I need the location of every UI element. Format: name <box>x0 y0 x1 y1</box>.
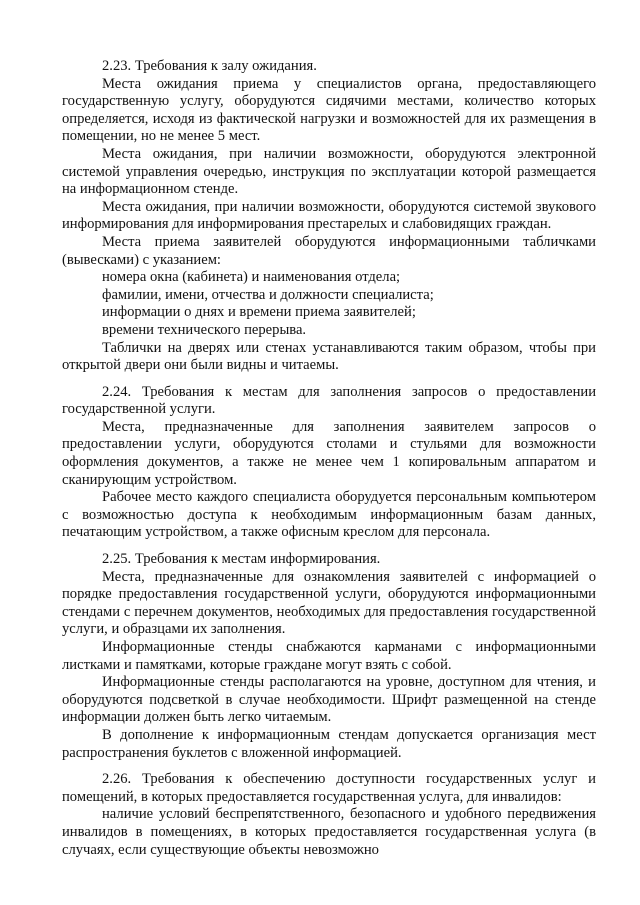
section-heading-2-25: 2.25. Требования к местам информирования. <box>102 551 381 568</box>
paragraph: Места ожидания приема у специалистов органа, предоставляющего государственную услугу, оборудуются сидячими местами, количество которых определяется, исходя из фактической нагрузки и возможностей для их размещения в помещении, но не менее 5 мест. <box>62 75 596 145</box>
paragraph: Места ожидания, при наличии возможности, оборудуются системой звукового информирования для информирования престарелых и слабовидящих граждан. <box>62 198 596 233</box>
paragraph: Информационные стенды располагаются на уровне, доступном для чтения, и оборудуются подсветкой в случае необходимости. Шрифт размещенной на стенде информации должен быть легко читаемым. <box>62 674 596 726</box>
section-heading-2-23: 2.23. Требования к залу ожидания. <box>102 58 317 74</box>
paragraph: Таблички на дверях или стенах устанавливаются таким образом, чтобы при открытой двери они были видны и читаемы. <box>62 339 596 374</box>
paragraph: наличие условий беспрепятственного, безопасного и удобного передвижения инвалидов в помещениях, в которых предоставляется государственная услуга (в случаях, если существующие объекты невозможно <box>62 806 596 858</box>
list-item: времени технического перерыва. <box>102 321 307 338</box>
paragraph: Места приема заявителей оборудуются информационными табличками (вывесками) с указанием: <box>62 233 596 268</box>
section-heading-2-26: 2.26. Требования к обеспечению доступности государственных услуг и помещений, в которых предоставляется государственная услуга, для инвалидов: <box>62 771 596 805</box>
paragraph: Рабочее место каждого специалиста оборудуется персональным компьютером с возможностью доступа к необходимым информационным базам данных, печатающим устройством, а также офисным креслом для персонала. <box>62 489 596 541</box>
paragraph: Места, предназначенные для ознакомления заявителей с информацией о порядке предоставления государственной услуги, оборудуются информационными стендами с перечнем документов, необходимых для предоставления государственной услуги, и образцами их заполнения. <box>62 568 596 638</box>
section-heading-2-24: 2.24. Требования к местам для заполнения запросов о предоставлении государственной услуги. <box>62 383 596 418</box>
paragraph: Информационные стенды снабжаются карманами с информационными листками и памятками, которые граждане могут взять с собой. <box>62 639 596 673</box>
list-item: информации о днях и времени приема заявителей; <box>102 304 416 321</box>
paragraph: Места, предназначенные для заполнения заявителем запросов о предоставлении услуги, оборудуются столами и стульями для возможности оформления документов, а также не менее чем 1 копировальным аппаратом и сканирующим устройством. <box>62 418 596 488</box>
document-page <box>62 58 596 859</box>
list-item: номера окна (кабинета) и наименования отдела; <box>102 269 401 286</box>
paragraph: В дополнение к информационным стендам допускается организация мест распространения буклетов с вложенной информацией. <box>62 726 596 761</box>
list-item: фамилии, имени, отчества и должности специалиста; <box>102 286 434 303</box>
paragraph: Места ожидания, при наличии возможности, оборудуются электронной системой управления очередью, инструкция по эксплуатации которой размещается на информационном стенде. <box>62 145 596 198</box>
